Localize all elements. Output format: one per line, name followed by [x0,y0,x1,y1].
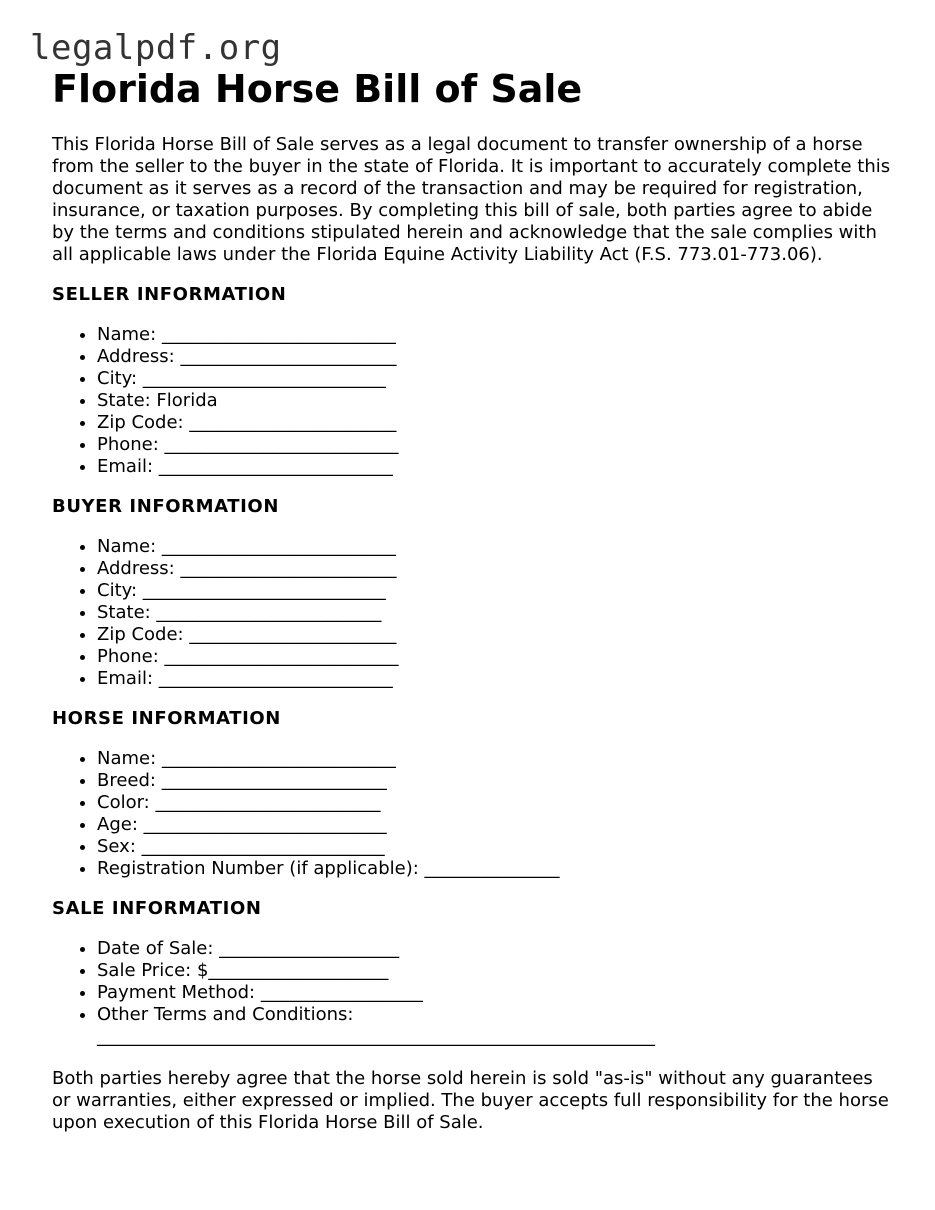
seller-section [52,284,892,478]
horse-registration-field: • Registration Number (if applicable): _______________ [97,858,892,880]
seller-address-field: • Address: ________________________ [97,346,892,368]
seller-name-field: • Name: __________________________ [97,324,892,346]
horse-field-list [52,748,892,880]
seller-state-field: • State: Florida [97,390,892,412]
buyer-email-field: • Email: __________________________ [97,668,892,690]
intro-paragraph: This Florida Horse Bill of Sale serves as a legal document to transfer ownership of a horse from the seller to the buyer in the state of Florida. It is important to accurately complete this document as it serves as a record of the transaction and may be required for registration, insurance, or taxation purposes. By completing this bill of sale, both parties agree to abide by the terms and conditions stipulated herein and acknowledge that the sale complies with all applicable laws under the Florida Equine Activity Liability Act (F.S. 773.01-773.06). [52,134,891,265]
horse-heading: HORSE INFORMATION [52,708,281,729]
document-body [52,66,892,1134]
sale-date-field: • Date of Sale: ____________________ [97,938,892,960]
horse-age-field: • Age: ___________________________ [97,814,892,836]
horse-color-field: • Color: _________________________ [97,792,892,814]
seller-field-list [52,324,892,478]
seller-heading: SELLER INFORMATION [52,284,287,305]
buyer-zip-field: • Zip Code: _______________________ [97,624,892,646]
horse-sex-field: • Sex: ___________________________ [97,836,892,858]
buyer-address-field: • Address: ________________________ [97,558,892,580]
buyer-phone-field: • Phone: __________________________ [97,646,892,668]
closing-paragraph: Both parties hereby agree that the horse sold herein is sold "as-is" without any guarantees or warranties, either expressed or implied. The buyer accepts full responsibility for the horse upon execution of this Florida Horse Bill of Sale. [52,1068,889,1133]
buyer-city-field: • City: ___________________________ [97,580,892,602]
sale-price-field: • Sale Price: $____________________ [97,960,892,982]
buyer-name-field: • Name: __________________________ [97,536,892,558]
sale-field-list [52,938,892,1048]
seller-zip-field: • Zip Code: _______________________ [97,412,892,434]
buyer-heading: BUYER INFORMATION [52,496,279,517]
horse-breed-field: • Breed: _________________________ [97,770,892,792]
buyer-state-field: • State: _________________________ [97,602,892,624]
horse-name-field: • Name: __________________________ [97,748,892,770]
buyer-section [52,496,892,690]
sale-heading: SALE INFORMATION [52,898,262,919]
buyer-field-list [52,536,892,690]
sale-payment-method-field: • Payment Method: __________________ [97,982,892,1004]
seller-email-field: • Email: __________________________ [97,456,892,478]
sale-other-terms-field: • Other Terms and Conditions: ______________________________________________________________ [97,1004,892,1048]
seller-phone-field: • Phone: __________________________ [97,434,892,456]
document-title: Florida Horse Bill of Sale [52,67,583,111]
seller-city-field: • City: ___________________________ [97,368,892,390]
horse-section [52,708,892,880]
sale-section [52,898,892,1048]
watermark-logo: legalpdf.org [30,28,282,68]
